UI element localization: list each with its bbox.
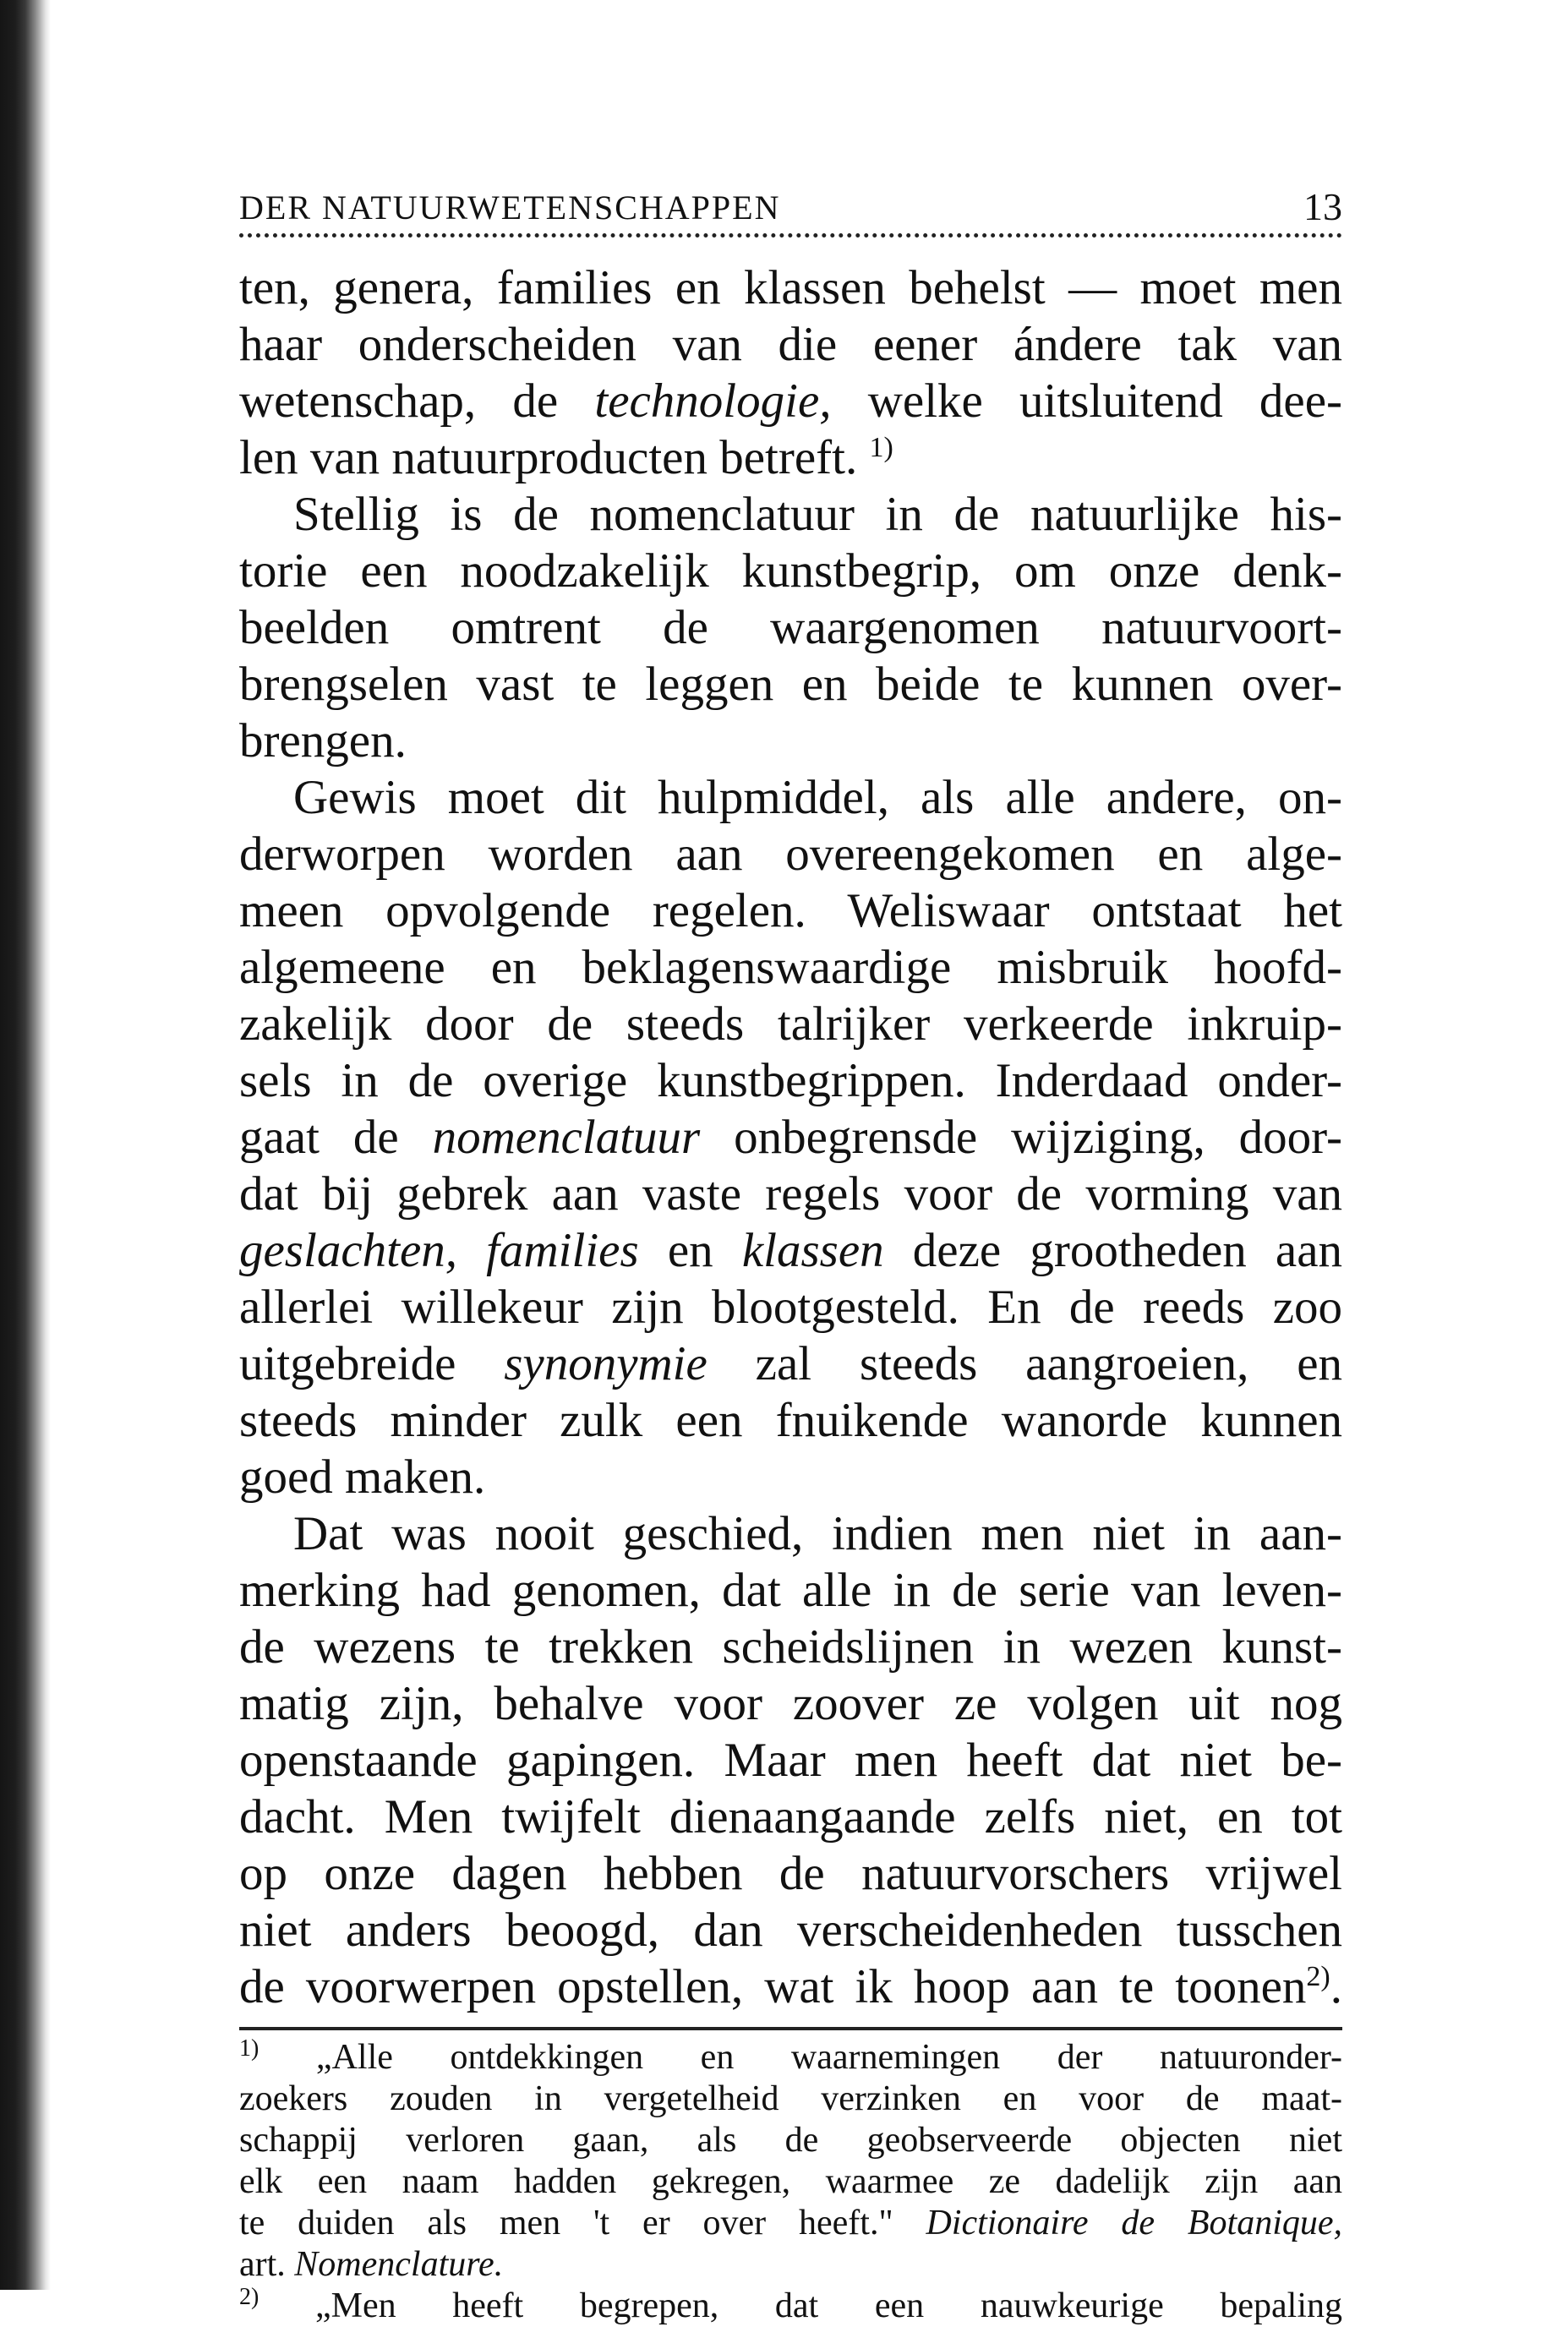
running-head <box>239 184 1342 238</box>
text-run: „Alle ontdekkingen en waarnemingen der natuuronder- <box>315 2038 1342 2077</box>
text-line <box>239 1958 1342 2015</box>
text-line <box>239 373 1342 429</box>
text-run: gaat de <box>239 1111 399 1164</box>
text-run: uitgebreide <box>239 1337 456 1390</box>
italic-term: nomenclatuur <box>432 1111 701 1164</box>
text-line: dacht. Men twijfelt dienaangaande zelfs niet, en tot <box>239 1790 1342 1844</box>
footnote-1 <box>239 2037 1342 2286</box>
text-line: allerlei willekeur zijn blootgesteld. En de reeds zoo <box>239 1281 1342 1334</box>
footnote-line <box>239 2286 1342 2327</box>
text-line: Stellig is de nomenclatuur in de natuurlijke his- <box>293 488 1342 541</box>
text-line <box>239 1222 1342 1279</box>
text-run: welke uitsluitend dee- <box>867 374 1343 428</box>
paragraph-3 <box>239 769 1342 1505</box>
body-text <box>239 259 1342 2015</box>
text-line: goed maken. <box>239 1450 486 1504</box>
text-line: zakelijk door de steeds talrijker verkeerde inkruip- <box>239 997 1342 1051</box>
text-line: openstaande gapingen. Maar men heeft dat niet be- <box>239 1734 1342 1787</box>
footnote-marker: 1) <box>239 2035 260 2062</box>
text-line: brengen. <box>239 714 407 767</box>
text-line <box>239 1336 1342 1392</box>
text-line: sels in de overige kunstbegrippen. Inderdaad onder- <box>239 1054 1342 1107</box>
text-line: algemeene en beklagenswaardige misbruik hoofd- <box>239 941 1342 994</box>
text-line: beelden omtrent de waargenomen natuurvoort- <box>239 601 1342 654</box>
text-run: en <box>667 1224 713 1277</box>
footnote-line: schappij verloren gaan, als de geobserveerde objecten niet <box>239 2121 1342 2160</box>
page-number: 13 <box>1303 185 1342 228</box>
text-line: de wezens te trekken scheidslijnen in wezen kunst- <box>239 1620 1342 1674</box>
footnote-marker: 2) <box>239 2284 260 2310</box>
footnote-line <box>239 2244 1342 2286</box>
running-head-title: DER NATUURWETENSCHAPPEN <box>239 188 781 227</box>
footnote-line: zoekers zouden in vergetelheid verzinken en voor de maat- <box>239 2079 1342 2118</box>
text-line <box>239 1109 1342 1166</box>
paragraph-4 <box>239 1505 1342 2015</box>
page-binding-edge <box>0 0 51 2290</box>
italic-term: geslachten, families <box>239 1224 639 1277</box>
text-run: zal steeds aangroeien, en <box>755 1337 1342 1390</box>
footnote-reference: 2) <box>1306 1961 1330 1992</box>
italic-citation: Nomenclature. <box>294 2245 504 2284</box>
text-line: matig zijn, behalve voor zoover ze volgen uit nog <box>239 1677 1342 1730</box>
italic-term: synonymie <box>504 1337 708 1390</box>
footnote-line <box>239 2037 1342 2078</box>
book-page <box>239 184 1342 2327</box>
italic-term: technologie, <box>594 374 832 428</box>
text-line: brengselen vast te leggen en beide te kunnen over- <box>239 658 1342 711</box>
text-line: torie een noodzakelijk kunstbegrip, om onze denk- <box>239 544 1342 598</box>
italic-term: klassen <box>741 1224 884 1277</box>
text-run: len van natuurproducten betreft. <box>239 431 858 484</box>
text-line: derworpen worden aan overeengekomen en alge- <box>239 828 1342 881</box>
footnote-reference: 1) <box>869 432 893 463</box>
text-run: onbegrensde wijziging, door- <box>734 1111 1342 1164</box>
text-line: ten, genera, families en klassen behelst — moet men <box>239 261 1342 314</box>
text-line <box>239 429 1342 486</box>
text-run: wetenschap, de <box>239 374 559 428</box>
footnote-2 <box>239 2286 1342 2327</box>
italic-citation: Dictionaire de Botanique, <box>926 2204 1342 2242</box>
footnote-line <box>239 2203 1342 2244</box>
text-line: Gewis moet dit hulpmiddel, als alle andere, on- <box>293 771 1342 824</box>
text-line: niet anders beoogd, dan verscheidenheden tusschen <box>239 1904 1342 1957</box>
text-line: op onze dagen hebben de natuurvorschers vrijwel <box>239 1847 1342 1900</box>
text-line: Dat was nooit geschied, indien men niet in aan- <box>293 1507 1342 1560</box>
footnote-line: elk een naam hadden gekregen, waarmee ze dadelijk zijn aan <box>239 2162 1342 2201</box>
text-line: haar onderscheiden van die eener ándere tak van <box>239 318 1342 371</box>
text-line: meen opvolgende regelen. Weliswaar ontstaat het <box>239 884 1342 937</box>
paragraph-1 <box>239 259 1342 486</box>
text-run: te duiden als men 't er over heeft." <box>239 2204 893 2242</box>
text-line: dat bij gebrek aan vaste regels voor de vorming van <box>239 1167 1342 1221</box>
text-line: steeds minder zulk een fnuikende wanorde kunnen <box>239 1394 1342 1447</box>
text-line: merking had genomen, dat alle in de serie van leven- <box>239 1564 1342 1617</box>
text-run: „Men heeft begrepen, dat een nauwkeurige bepaling <box>314 2286 1342 2325</box>
footnotes <box>239 2027 1342 2327</box>
paragraph-2 <box>239 486 1342 769</box>
text-run: . <box>1330 1960 1342 2013</box>
text-run: de voorwerpen opstellen, wat ik hoop aan te toonen <box>239 1960 1307 2013</box>
text-run: deze grootheden aan <box>912 1224 1343 1277</box>
text-run: art. <box>239 2245 286 2284</box>
